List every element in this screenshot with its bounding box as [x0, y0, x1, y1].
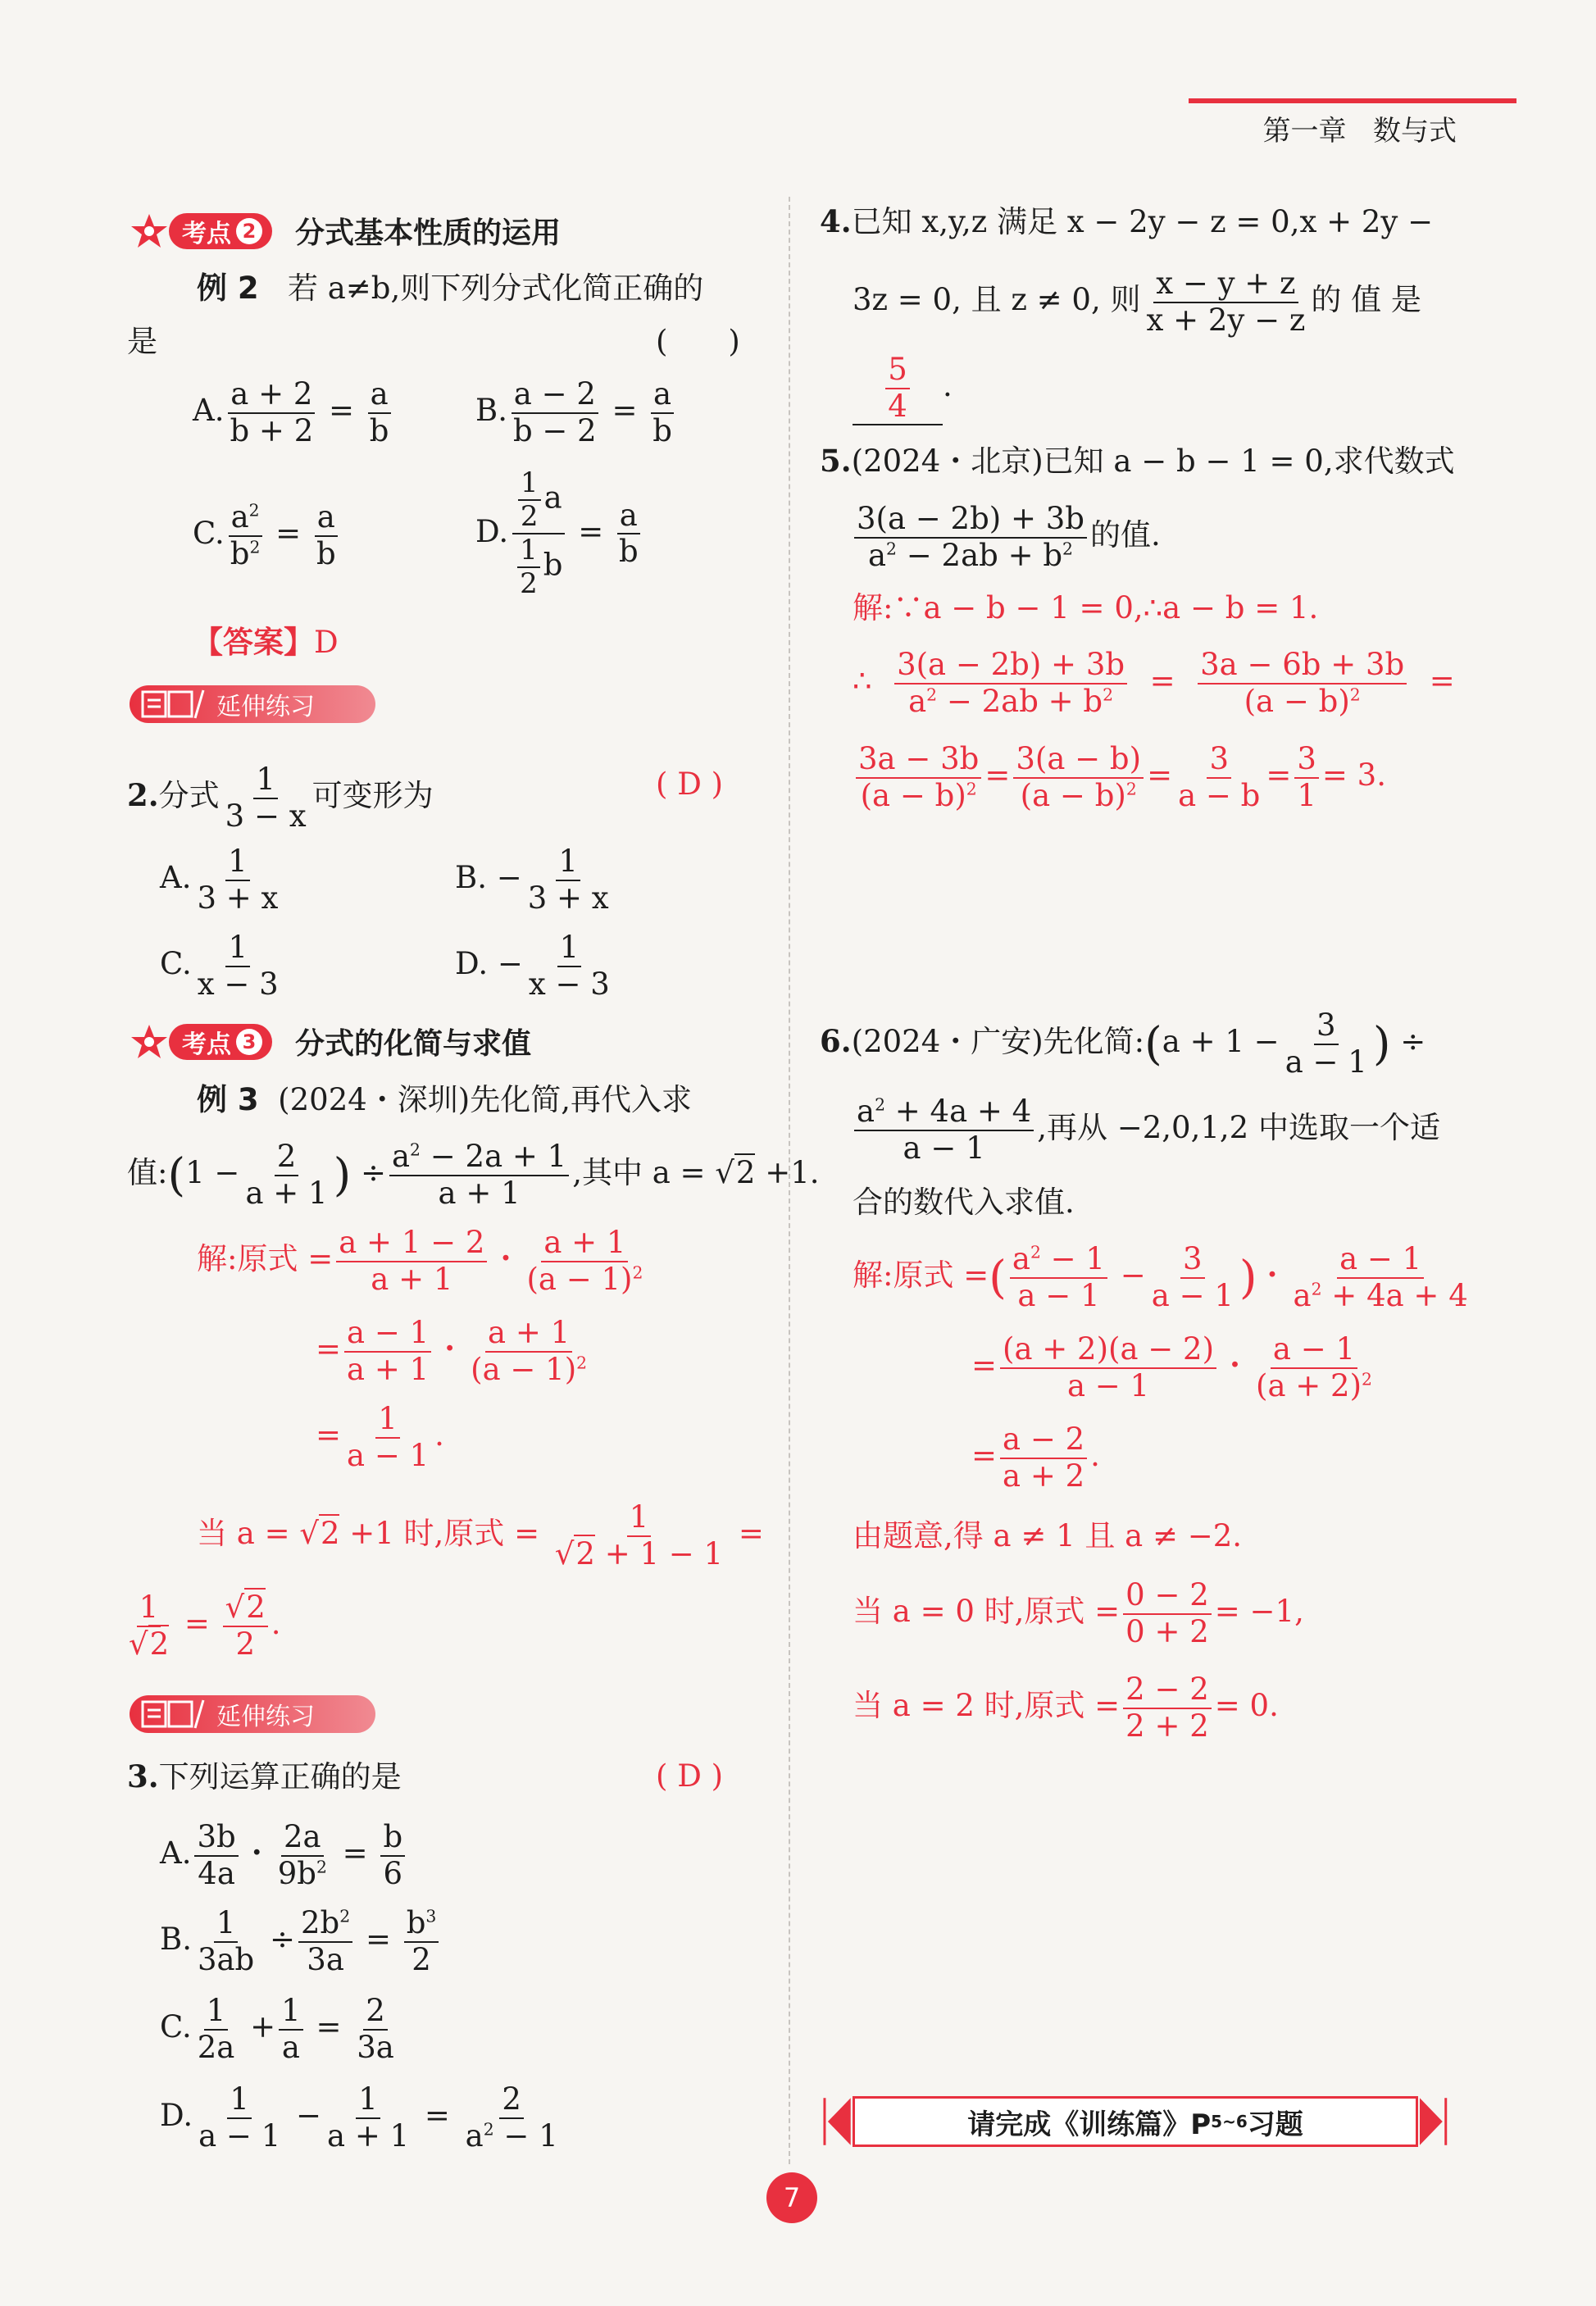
section2-heading — [130, 210, 561, 252]
extension-label-1: 延伸练习 — [216, 693, 315, 721]
option-2a: A. $\frac{a + 2}{b + 2}$ = $\frac{a}{b}$ — [193, 377, 394, 448]
option-q2d: D. − $\frac{1}{x - 3}$ — [455, 930, 610, 1002]
question-6-line3: 合的数代入求值. — [853, 1185, 1075, 1220]
option-q3a: A. $\frac{3b}{4a}$ ・ $\frac{2a}{9b^2}$ = $\frac{b}{6}$ — [160, 1820, 408, 1891]
option-q2a: A. $\frac{1}{3 + x}$ — [160, 844, 279, 916]
left-arrow-icon — [820, 2095, 853, 2149]
section2-title: 分式基本性质的运用 — [295, 216, 562, 250]
question-6-when0: 当 a = 0 时,原式 = $\frac{0 - 2}{0 + 2}$ = −1, — [853, 1577, 1304, 1649]
example2-text: 若 a≠b,则下列分式化简正确的 — [287, 271, 704, 306]
example3-line1: 例 3 (2024・深圳)先化简,再代入求 — [197, 1082, 692, 1117]
question-3: 3.下列运算正确的是 — [127, 1758, 402, 1794]
question-2: 2.分式 $\frac{1}{3 - x}$ 可变形为 — [127, 762, 434, 834]
question-2-answer: ( D ) — [656, 766, 724, 802]
option-q3d: D. $\frac{1}{a - 1}$ − $\frac{1}{a + 1}$ = $\frac{2}{a^2 - 1}$ — [160, 2081, 558, 2154]
example3-line2: 值:(1 − $\frac{2}{a + 1}$ ) ÷ $\frac{a^2 - 2a + 1}{a + 1}$ ,其中 a = √2 +1. — [127, 1139, 820, 1211]
question-3-answer: ( D ) — [656, 1758, 724, 1794]
extension-banner-1 — [130, 685, 375, 723]
option-q3b: B. $\frac{1}{3ab}$ ÷ $\frac{2b^2}{3a}$ = $\frac{b^3}{2}$ — [160, 1906, 442, 1977]
option-2b: B. $\frac{a - 2}{b - 2}$ = $\frac{a}{b}$ — [475, 377, 678, 448]
question-6-line1: 6.(2024・广安)先化简:(a + 1 − $\frac{3}{a - 1}$ ) ÷ — [820, 1007, 1426, 1080]
question-5-solution-1: 解:∵a − b − 1 = 0,∴a − b = 1. — [853, 590, 1319, 625]
header-accent-bar — [1189, 98, 1516, 103]
page-number: 7 — [766, 2172, 817, 2223]
example3-solution-2: = $\frac{a - 1}{a + 1}$ ・ $\frac{a + 1}{(a - 1)^2}$ — [316, 1315, 588, 1387]
example3-solution-1: 解:原式 = $\frac{a + 1 - 2}{a + 1}$ ・ $\frac{a + 1}{(a - 1)^2}$ — [197, 1225, 643, 1297]
question-5-solution-3: $\frac{3a - 3b}{(a - b)^2}$ = $\frac{3(a - b)}{(a - b)^2}$ = $\frac{3}{a - b}$ = $\frac{3}{1}$ = 3. — [853, 742, 1386, 813]
question-6-solution-3: = $\frac{a - 2}{a + 2}$ . — [971, 1421, 1100, 1494]
example2-label: 例 2 — [197, 271, 259, 306]
question-6-condition: 由题意,得 a ≠ 1 且 a ≠ −2. — [853, 1518, 1243, 1553]
practice-reminder — [820, 2095, 1451, 2149]
section3-badge: 考点 3 — [169, 1024, 272, 1060]
option-q2b: B. − $\frac{1}{3 + x}$ — [455, 844, 609, 916]
option-2c: C. $\frac{a^2}{b^2}$ = $\frac{a}{b}$ — [193, 500, 342, 571]
practice-reminder-text: 请完成《训练篇》P 5~6 习题 — [853, 2096, 1419, 2147]
question-4-line1: 4.已知 x,y,z 满足 x − 2y − z = 0,x + 2y − — [820, 203, 1434, 239]
section3-title: 分式的化简与求值 — [295, 1027, 532, 1061]
option-q2c: C. $\frac{1}{x - 3}$ — [160, 930, 279, 1002]
question-6-solution-1: 解:原式 =( $\frac{a^2 - 1}{a - 1}$ − $\frac{3}{a - 1}$ )・ $\frac{a - 1}{a^2 + 4a + 4}$ — [853, 1241, 1468, 1313]
star-person-icon — [130, 1022, 169, 1062]
example3-when: 当 a = √2 +1 时,原式 = $\frac{1}{√2 + 1 - 1}$ = — [197, 1499, 764, 1571]
right-arrow-icon — [1418, 2095, 1451, 2149]
section2-badge: 考点 2 — [169, 213, 272, 249]
section3-heading — [130, 1021, 531, 1062]
question-5-line2: $\frac{3(a - 2b) + 3b}{a^2 - 2ab + b^2}$ 的值. — [851, 502, 1161, 573]
chapter-title: 数与式 — [1373, 115, 1457, 148]
question-5-solution-2: ∴ $\frac{3(a - 2b) + 3b}{a^2 - 2ab + b^2}$ = $\frac{3a - 6b + 3b}{(a - b)^2}$ = — [853, 647, 1455, 719]
star-person-icon — [130, 211, 169, 251]
question-5-line1: 5.(2024・北京)已知 a − b − 1 = 0,求代数式 — [820, 443, 1455, 479]
question-4-answer: $\frac{5}{4}$ . — [853, 352, 953, 425]
example2-answer: 【答案】D — [193, 625, 339, 660]
book-pen-icon — [139, 1697, 205, 1731]
extension-label-2: 延伸练习 — [216, 1703, 315, 1731]
example2-text2: 是 — [127, 324, 157, 359]
example3-result: $\frac{1}{√2}$ = $\frac{√2}{2}$ . — [129, 1590, 281, 1662]
example3-solution-3: = $\frac{1}{a - 1}$ . — [316, 1401, 444, 1473]
question-6-line2: $\frac{a^2 + 4a + 4}{a - 1}$ ,再从 −2,0,1,2 中选取一个适 — [851, 1094, 1440, 1166]
example2-bracket: ( ) — [656, 324, 740, 359]
extension-banner-2 — [130, 1695, 375, 1733]
question-6-when2: 当 a = 2 时,原式 = $\frac{2 - 2}{2 + 2}$ = 0. — [853, 1672, 1279, 1744]
example2-line1 — [197, 271, 703, 307]
option-2d: D. $\frac{1}{2}$ a $\frac{1}{2}$ b = $\frac{a}{b}$ — [475, 467, 644, 601]
option-q3c: C. $\frac{1}{2a}$ + $\frac{1}{a}$ = $\frac{2}{3a}$ — [160, 1993, 394, 2065]
chapter-header — [1263, 108, 1457, 148]
question-6-solution-2: = $\frac{(a + 2)(a - 2)}{a - 1}$ ・ $\frac{a - 1}{(a + 2)^2}$ — [971, 1331, 1372, 1403]
chapter-label: 第一章 — [1262, 115, 1347, 148]
question-4-line2: 3z = 0, 且 z ≠ 0, 则 $\frac{x - y + z}{x + 2y - z}$ 的 值 是 — [853, 266, 1421, 338]
book-pen-icon — [139, 687, 205, 721]
